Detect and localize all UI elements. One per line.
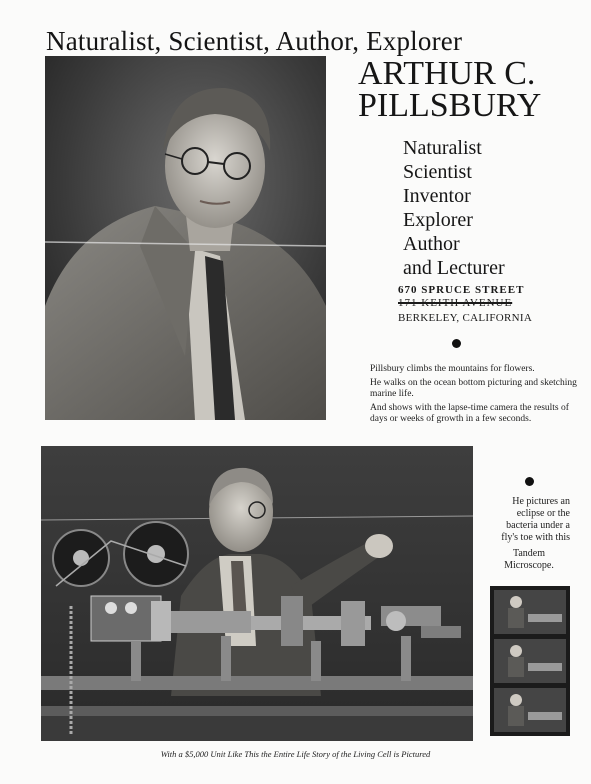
film-strip xyxy=(490,586,570,736)
roles-list xyxy=(403,136,505,280)
person-name-line1: ARTHUR C. xyxy=(358,55,536,92)
portrait-photo-image xyxy=(45,56,326,420)
side-caption-label: Tandem Microscope. xyxy=(504,548,554,571)
bullet-dot xyxy=(525,477,534,486)
film-strip-image xyxy=(490,586,570,736)
role-item: and Lecturer xyxy=(403,257,505,279)
side-caption-text: He pictures an eclipse or the bacteria under a fly's toe with this xyxy=(501,496,570,543)
role-item: Naturalist xyxy=(403,137,482,159)
microscope-photo-image xyxy=(41,446,473,741)
page-header-title: Naturalist, Scientist, Author, Explorer xyxy=(46,26,463,56)
description-paragraph: Pillsbury climbs the mountains for flowers. xyxy=(370,364,535,374)
person-name-line2: PILLSBURY xyxy=(358,87,542,124)
description-text xyxy=(370,364,580,428)
description-paragraph: He walks on the ocean bottom picturing and sketching marine life. xyxy=(370,378,577,399)
role-item: Explorer xyxy=(403,209,473,231)
address-street: 670 SPRUCE STREET xyxy=(398,284,525,296)
role-item: Inventor xyxy=(403,185,471,207)
microscope-photo xyxy=(41,446,473,741)
bottom-caption: With a $5,000 Unit Like This the Entire Life Story of the Living Cell is Pictured xyxy=(160,749,431,759)
portrait-photo xyxy=(45,56,326,420)
role-item: Author xyxy=(403,233,460,255)
address-city: BERKELEY, CALIFORNIA xyxy=(398,312,533,324)
address-struck-street: 171 KEITH AVENUE xyxy=(398,297,513,309)
address-block xyxy=(398,284,532,325)
bullet-dot xyxy=(452,339,461,348)
role-item: Scientist xyxy=(403,161,472,183)
side-caption xyxy=(488,496,570,572)
description-paragraph: And shows with the lapse-time camera the results of days or weeks of growth in a few seconds. xyxy=(370,403,569,424)
person-name xyxy=(358,55,542,124)
